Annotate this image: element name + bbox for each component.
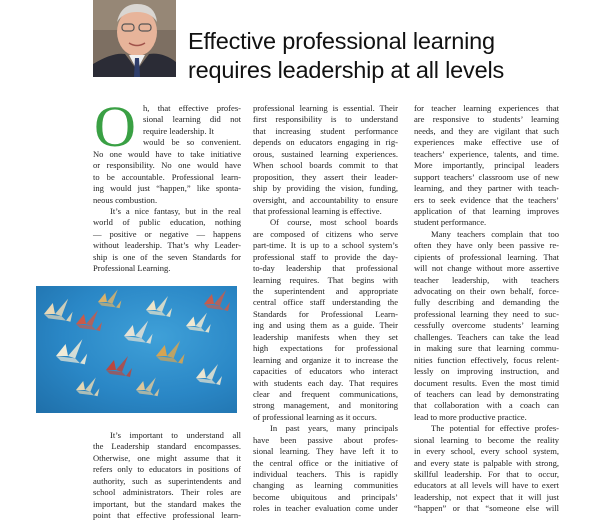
text-line: point that effective professional learn- [93, 510, 241, 521]
text-line: ers to seek evidence that the teachers’ [414, 194, 559, 205]
text-line: refers only to educators in positions of [93, 464, 241, 475]
text-line: nities function effectively, focus relent- [414, 354, 559, 365]
text-line: would be so convenient. [143, 137, 241, 148]
text-line: that collaboration with a coach can [414, 400, 559, 411]
text-line: When school boards commit to that [253, 160, 398, 171]
text-line: of professional learning as it occurs. [253, 411, 377, 422]
text-line: in making sure that learning commu- [414, 343, 559, 354]
text-line: ing and using them as a guide. Their [253, 320, 398, 331]
text-line: teacher leadership, with teachers [414, 274, 559, 285]
text-line: roles in teacher evaluation come under [253, 503, 398, 514]
text-line: application of that learning improves [414, 205, 559, 216]
text-line: advocating on their own behalf, force- [414, 286, 559, 296]
text-line: clear and frequent communications, [253, 388, 398, 399]
text-line: central office staff understanding the [253, 297, 398, 308]
text-line: learning requires. That begins with [253, 274, 398, 285]
title-line-1: Effective professional learning [188, 28, 495, 54]
text-line: professional learning they need to suc- [414, 308, 559, 319]
text-line: professional learning is essential. Their [253, 103, 398, 113]
text-line: experiences make effective use of [414, 137, 559, 148]
text-line: have been passive about profes- [253, 434, 398, 445]
text-line: challenges. Teachers can take the lead [414, 331, 559, 342]
text-line: learning, and they partner with teach- [414, 183, 559, 194]
text-line: neous combustion. [93, 194, 158, 205]
column-3 [414, 103, 559, 515]
text-line: ship by providing the vision, funding, [253, 183, 398, 194]
text-line: It’s important to understand all [110, 430, 241, 440]
text-line: cessfully overcome students’ learning [414, 320, 559, 331]
origami-cranes-image [36, 286, 237, 413]
text-line: are responsive to students’ learning [414, 114, 559, 125]
text-line: to be accountable. Professional learn- [93, 171, 241, 182]
text-line: Standards for Professional Learn- [253, 308, 398, 319]
text-line: It’s a nice fantasy, but in the real [110, 205, 241, 216]
text-line: the superintendent and appropriate [253, 286, 398, 296]
drop-cap: O [94, 94, 136, 159]
text-line: ing would just “happen,” like sponta- [93, 183, 241, 194]
text-line: “happen” or that “someone else will [414, 503, 559, 514]
text-line: that professional learning is effective. [253, 205, 382, 216]
text-line: high expectations for professional [253, 343, 398, 354]
text-line: document results. Even the most timid [414, 377, 559, 388]
text-line: world of public education, nothing [93, 217, 241, 228]
text-line: leadership, not expect that it will just [414, 491, 559, 502]
origami-cranes-illustration [36, 286, 237, 413]
text-line: sional learning to become the reality [414, 434, 559, 445]
text-line: orous, sustained learning experiences. [253, 148, 398, 159]
text-line: or responsibility. No one would have [93, 160, 241, 171]
text-line: More importantly, principal leaders [414, 160, 559, 171]
text-line: teachers’ experience, talents, and time. [414, 148, 559, 159]
text-line: In past years, many principals [270, 423, 398, 434]
text-line: No one would have to take initiative [93, 148, 241, 159]
text-line: often they have only been passive re- [414, 240, 559, 251]
text-line: with students each day. That requires [253, 377, 398, 388]
text-line: and every state is palpable with strong, [414, 457, 559, 468]
text-line: become ubiquitous and principals’ [253, 491, 398, 502]
article-title [188, 27, 588, 85]
text-line: capacities of educators who interact [253, 366, 398, 377]
text-line: needs, and they are vigilant that such [414, 125, 559, 136]
text-line: leadership manifests when they set [253, 331, 398, 342]
text-line: of teachers can lead by demonstrating [414, 388, 559, 399]
text-line: important, but the standard makes the [93, 498, 241, 509]
text-line: without leadership. That’s why Leader- [93, 240, 241, 251]
text-line: will not change without more assertive [414, 263, 559, 274]
text-line: — positive or negative — happens [93, 228, 241, 239]
text-line: lead to more productive practice. [414, 411, 527, 422]
column-1-top [93, 94, 241, 275]
text-line: proposition, they assert their leader- [253, 171, 398, 182]
text-line: professional staff to provide the day- [253, 251, 398, 262]
text-line: for teacher learning experiences that [414, 103, 559, 113]
text-line: individual teachers. This is rapidly [253, 469, 398, 479]
column-2 [253, 103, 398, 515]
text-line: the Leadership standard encompasses. [93, 441, 241, 452]
text-line: Otherwise, one might assume that it [93, 452, 241, 463]
text-line: student performance. [414, 217, 487, 228]
text-line: support teachers’ classroom use of new [414, 171, 559, 182]
text-line: fully describing and demanding the [414, 297, 559, 308]
text-line: h, that effective profes- [143, 103, 241, 113]
text-line: are composed of citizens who serve [253, 228, 398, 239]
text-line: ship is one of the seven Standards for [93, 251, 241, 262]
title-line-2: requires leadership at all levels [188, 57, 505, 83]
column-1-bottom [93, 430, 241, 522]
text-line: Many teachers complain that too [431, 228, 559, 239]
text-line: depends on educators engaging in rig- [253, 137, 398, 148]
text-line: in every school, every school system, [414, 446, 559, 457]
text-line: that increasing student performance [253, 125, 398, 136]
text-line: strong management, and monitoring [253, 400, 398, 411]
text-line: changing as learning communities [253, 480, 398, 491]
author-portrait-image [93, 0, 176, 77]
text-line: sional learning did not [143, 114, 241, 125]
text-line: first responsibility is to understand [253, 114, 398, 125]
text-line: oversight, and accountability to ensure [253, 194, 398, 205]
text-line: lessly on improving instruction, and [414, 366, 559, 377]
text-line: learning and organize it to increase the [253, 354, 398, 365]
text-line: require leadership. It [143, 125, 214, 136]
text-line: school administrators. Their roles are [93, 487, 241, 498]
text-line: authority, such as superintendents and [93, 475, 241, 486]
text-line: to-day leadership that professional [253, 263, 398, 274]
text-line: Professional Learning. [93, 263, 171, 274]
text-line: cipients of professional learning. That [414, 251, 559, 262]
text-line: sional learning. They have left it to [253, 446, 398, 457]
author-photo [93, 0, 176, 77]
text-line: Of course, most school boards [270, 217, 398, 228]
text-line: part-time. It is up to a school system’s [253, 240, 398, 251]
text-line: educators at all levels will have to exert [414, 480, 559, 491]
text-line: skillful leadership. For that to occur, [414, 469, 559, 479]
text-line: the central office or the initiative of [253, 457, 398, 468]
text-line: The potential for effective profes- [431, 423, 559, 434]
